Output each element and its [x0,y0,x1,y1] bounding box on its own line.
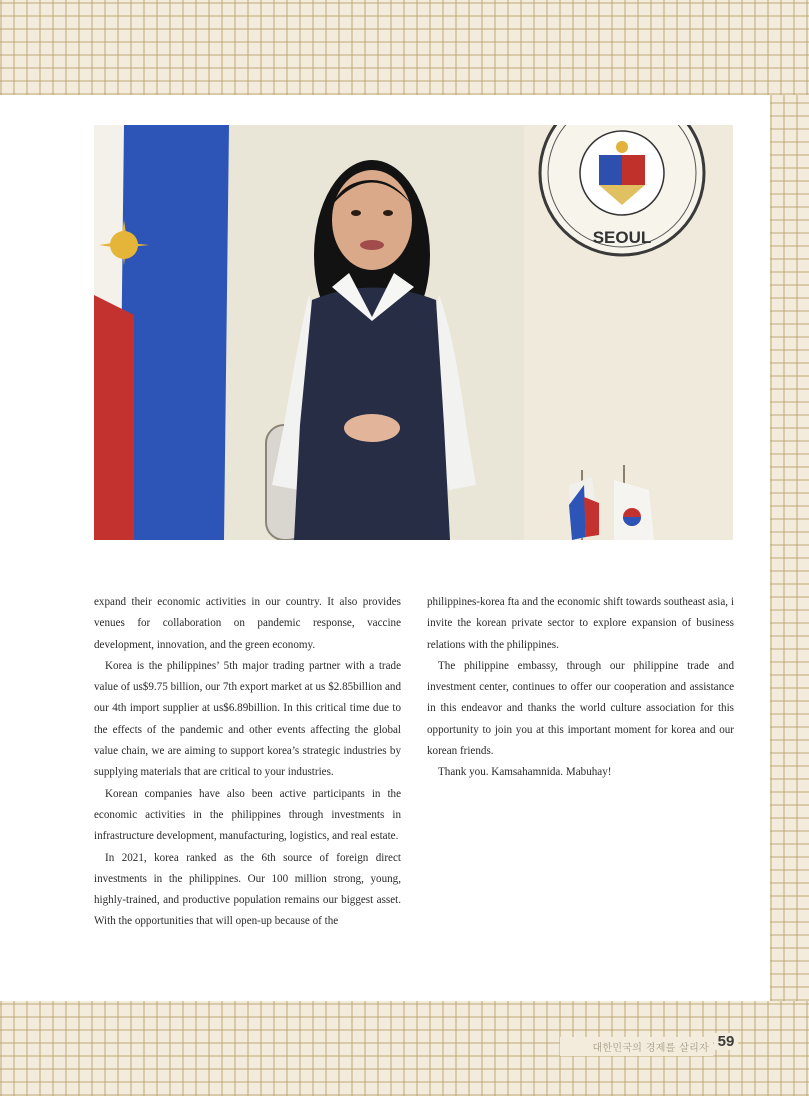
paragraph: Thank you. Kamsahamnida. Mabuhay! [438,766,612,779]
paragraph: In 2021, korea ranked as the 6th source of foreign direct investments in the philippines. Our 100 million strong, young, highly-trained, and productive population remains our biggest asset. With the opportunities that will open-up because of the [94,851,401,928]
ambassador-photo [94,125,733,540]
paragraph: The philippine embassy, through our philippine trade and investment center, continues to offer our cooperation and assistance in this endeavor and thanks the world culture association for this opportunity to join you at this important moment for korea and our korean friends. [427,659,734,758]
decorative-border-top [0,0,809,95]
paragraph: Korean companies have also been active participants in the economic activities in the philippines through investments in infrastructure development, manufacturing, logistics, and real estate. [94,787,401,843]
page-number: 59 [714,1033,738,1050]
decorative-border-right [770,95,809,1001]
right-text-column [427,592,734,784]
seal-label: SEOUL [592,228,652,247]
paragraph: philippines-korea fta and the economic shift towards southeast asia, i invite the korean private sector to explore expansion of business relations with the philippines. [427,596,734,651]
paragraph: expand their economic activities in our country. It also provides venues for collaboration on pandemic response, vaccine development, innovation, and the green economy. [94,596,401,651]
paragraph: Korea is the philippines’ 5th major trading partner with a trade value of us$9.75 billion, our 7th export market at us $2.85billion and our 4th import supplier at us$6.89billion. In this critical time due to the effects of the pandemic and other events affecting the global value chain, we are aiming to support korea’s strategic industries by supplying materials that are critical to your industries. [94,659,401,779]
left-text-column [94,592,401,933]
running-title: 대한민국의 경제를 살리자 [560,1037,713,1056]
philippine-flag [94,125,229,540]
